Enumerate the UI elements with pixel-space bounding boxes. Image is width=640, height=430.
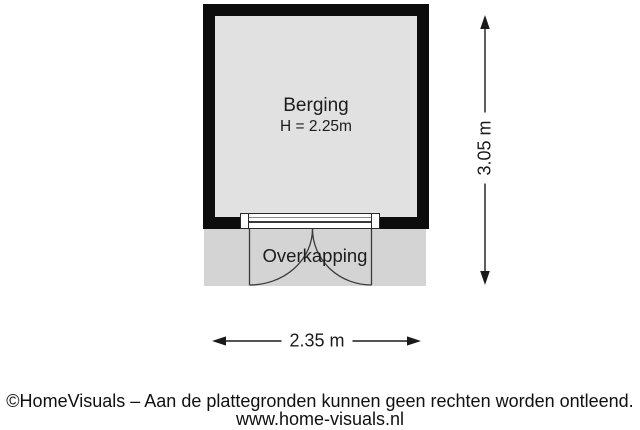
room-label-block — [203, 95, 429, 136]
dimension-label-vertical: 3.05 m — [473, 112, 498, 183]
sill-door-line — [242, 221, 380, 223]
sill-glazing-line — [242, 217, 380, 218]
room-name-label: Berging — [283, 95, 349, 116]
room-ceiling-height-label: H = 2.25m — [280, 118, 352, 135]
dimension-label-horizontal: 2.35 m — [281, 331, 352, 352]
canopy-label: Overkapping — [262, 245, 368, 266]
footer-disclaimer: ©HomeVisuals – Aan de plattegronden kunnen geen rechten worden ontleend. — [6, 391, 634, 411]
footer-website: www.home-visuals.nl — [235, 409, 405, 429]
